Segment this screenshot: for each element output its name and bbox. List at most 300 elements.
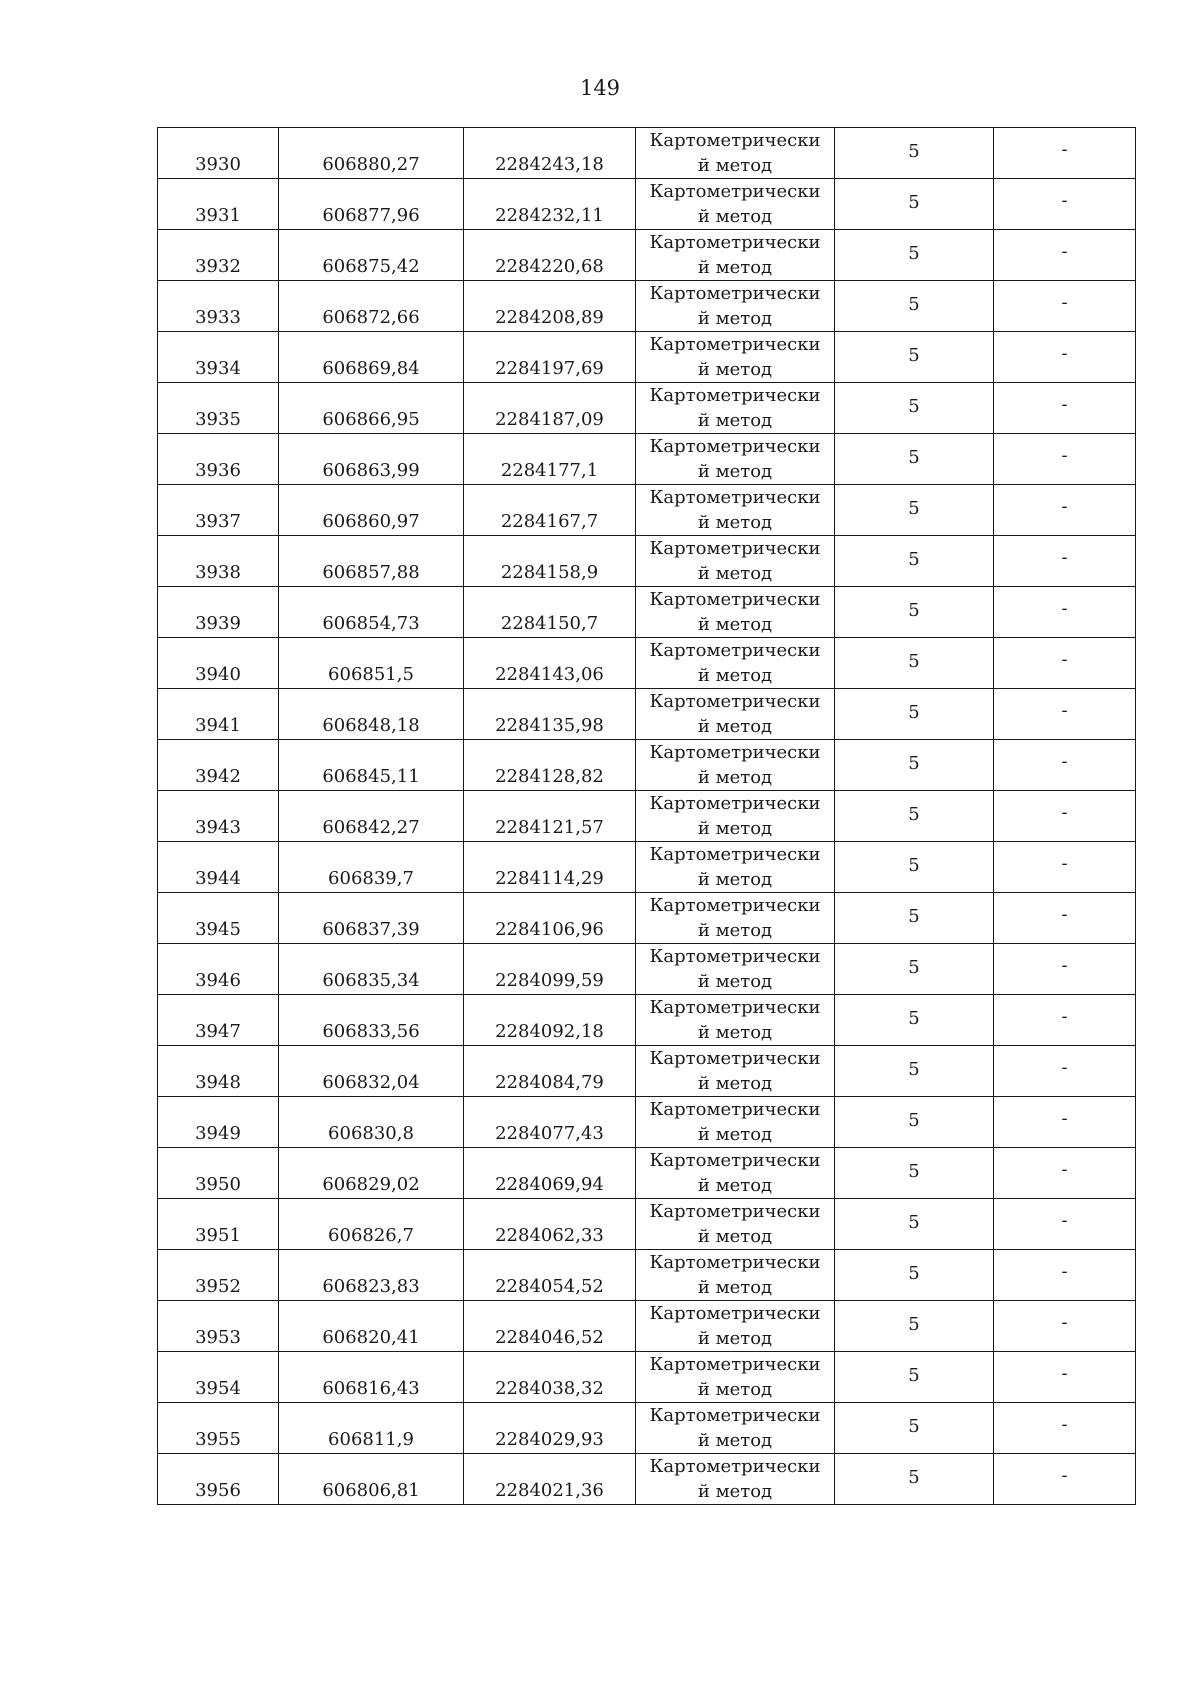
note-cell [994,179,1136,230]
method-line2: й метод [697,1175,773,1196]
point-number-cell [158,332,279,383]
note-cell [994,128,1136,179]
y-coordinate-cell-text: 2284187,09 [495,409,604,430]
y-coordinate-cell-text: 2284208,89 [495,307,604,328]
error-cell-text: 5 [908,854,920,876]
y-coordinate-cell [464,893,636,944]
table-row [158,740,1136,791]
method-line2: й метод [697,512,773,533]
note-cell [994,1301,1136,1352]
y-coordinate-cell [464,944,636,995]
error-cell [835,638,994,689]
error-cell [835,689,994,740]
table-row [158,485,1136,536]
note-cell-text: - [1061,291,1068,313]
coordinates-table [157,127,1136,1505]
table-row [158,587,1136,638]
y-coordinate-cell-text: 2284177,1 [500,460,599,481]
method-cell [636,1403,835,1454]
table-row [158,434,1136,485]
y-coordinate-cell-text: 2284232,11 [495,205,604,226]
point-number-cell-text: 3956 [195,1480,241,1501]
y-coordinate-cell [464,791,636,842]
y-coordinate-cell [464,128,636,179]
note-cell [994,1199,1136,1250]
x-coordinate-cell-text: 606837,39 [322,919,420,940]
method-line1: Картометрически [649,1456,821,1477]
y-coordinate-cell [464,179,636,230]
point-number-cell-text: 3952 [195,1276,241,1297]
note-cell [994,842,1136,893]
x-coordinate-cell-text: 606857,88 [322,562,420,583]
table-row [158,1301,1136,1352]
note-cell-text: - [1061,1107,1068,1129]
table-body [158,128,1136,1505]
x-coordinate-cell [279,1403,464,1454]
table-row [158,179,1136,230]
x-coordinate-cell-text: 606880,27 [322,154,420,175]
method-line1: Картометрически [649,1201,821,1222]
error-cell-text: 5 [908,599,920,621]
point-number-cell-text: 3949 [195,1123,241,1144]
x-coordinate-cell [279,689,464,740]
y-coordinate-cell [464,332,636,383]
note-cell-text: - [1061,495,1068,517]
y-coordinate-cell [464,1199,636,1250]
point-number-cell-text: 3948 [195,1072,241,1093]
method-line2: й метод [697,614,773,635]
method-line1: Картометрически [649,589,821,610]
note-cell [994,1454,1136,1505]
note-cell-text: - [1061,648,1068,670]
page-number: 149 [579,76,621,100]
x-coordinate-cell [279,1352,464,1403]
y-coordinate-cell [464,281,636,332]
method-line2: й метод [697,869,773,890]
point-number-cell [158,1148,279,1199]
point-number-cell [158,1097,279,1148]
y-coordinate-cell [464,383,636,434]
note-cell [994,281,1136,332]
method-line1: Картометрически [649,436,821,457]
method-line2: й метод [697,1226,773,1247]
x-coordinate-cell [279,1250,464,1301]
error-cell [835,995,994,1046]
table-row [158,1148,1136,1199]
y-coordinate-cell [464,689,636,740]
x-coordinate-cell-text: 606835,34 [322,970,420,991]
error-cell-text: 5 [908,803,920,825]
point-number-cell-text: 3939 [195,613,241,634]
x-coordinate-cell [279,1097,464,1148]
method-line1: Картометрически [649,1252,821,1273]
method-cell [636,689,835,740]
y-coordinate-cell [464,1301,636,1352]
x-coordinate-cell-text: 606811,9 [328,1429,414,1450]
error-cell-text: 5 [908,293,920,315]
method-line1: Картометрически [649,844,821,865]
y-coordinate-cell-text: 2284029,93 [495,1429,604,1450]
y-coordinate-cell-text: 2284084,79 [495,1072,604,1093]
error-cell [835,893,994,944]
table-row [158,1046,1136,1097]
error-cell-text: 5 [908,497,920,519]
x-coordinate-cell-text: 606845,11 [322,766,420,787]
point-number-cell [158,1046,279,1097]
method-line1: Картометрически [649,1150,821,1171]
method-line1: Картометрически [649,1303,821,1324]
point-number-cell [158,1352,279,1403]
y-coordinate-cell-text: 2284054,52 [495,1276,604,1297]
method-cell [636,230,835,281]
note-cell-text: - [1061,1413,1068,1435]
point-number-cell [158,1250,279,1301]
method-cell [636,740,835,791]
y-coordinate-cell-text: 2284114,29 [495,868,604,889]
note-cell-text: - [1061,240,1068,262]
method-line1: Картометрически [649,1405,821,1426]
error-cell-text: 5 [908,242,920,264]
method-cell [636,1148,835,1199]
note-cell-text: - [1061,1005,1068,1027]
method-line2: й метод [697,818,773,839]
method-line1: Картометрически [649,640,821,661]
method-line1: Картометрически [649,232,821,253]
point-number-cell-text: 3938 [195,562,241,583]
note-cell-text: - [1061,903,1068,925]
error-cell [835,230,994,281]
method-cell [636,893,835,944]
x-coordinate-cell-text: 606842,27 [322,817,420,838]
table-row [158,230,1136,281]
point-number-cell-text: 3941 [195,715,241,736]
error-cell [835,536,994,587]
error-cell [835,1352,994,1403]
y-coordinate-cell-text: 2284069,94 [495,1174,604,1195]
x-coordinate-cell-text: 606839,7 [328,868,414,889]
error-cell-text: 5 [908,905,920,927]
note-cell [994,1352,1136,1403]
x-coordinate-cell-text: 606826,7 [328,1225,414,1246]
table-row [158,281,1136,332]
error-cell-text: 5 [908,191,920,213]
error-cell [835,1097,994,1148]
point-number-cell [158,128,279,179]
method-cell [636,1097,835,1148]
table-row [158,128,1136,179]
note-cell-text: - [1061,954,1068,976]
x-coordinate-cell-text: 606820,41 [322,1327,420,1348]
method-line2: й метод [697,1022,773,1043]
y-coordinate-cell-text: 2284062,33 [495,1225,604,1246]
y-coordinate-cell [464,1097,636,1148]
error-cell-text: 5 [908,1211,920,1233]
y-coordinate-cell-text: 2284099,59 [495,970,604,991]
error-cell-text: 5 [908,395,920,417]
error-cell [835,434,994,485]
x-coordinate-cell [279,1301,464,1352]
error-cell [835,1250,994,1301]
note-cell [994,1403,1136,1454]
table-row [158,383,1136,434]
method-line2: й метод [697,461,773,482]
point-number-cell-text: 3940 [195,664,241,685]
error-cell-text: 5 [908,701,920,723]
point-number-cell-text: 3943 [195,817,241,838]
point-number-cell-text: 3932 [195,256,241,277]
point-number-cell-text: 3942 [195,766,241,787]
x-coordinate-cell [279,995,464,1046]
method-cell [636,638,835,689]
point-number-cell [158,1403,279,1454]
method-cell [636,332,835,383]
method-line2: й метод [697,1379,773,1400]
note-cell [994,536,1136,587]
point-number-cell [158,995,279,1046]
error-cell [835,1046,994,1097]
x-coordinate-cell [279,332,464,383]
x-coordinate-cell-text: 606869,84 [322,358,420,379]
method-line1: Картометрически [649,997,821,1018]
method-line2: й метод [697,767,773,788]
y-coordinate-cell [464,1454,636,1505]
y-coordinate-cell [464,230,636,281]
y-coordinate-cell-text: 2284128,82 [495,766,604,787]
note-cell-text: - [1061,1056,1068,1078]
method-line1: Картометрически [649,895,821,916]
error-cell-text: 5 [908,752,920,774]
error-cell-text: 5 [908,140,920,162]
table-row [158,1097,1136,1148]
y-coordinate-cell [464,842,636,893]
y-coordinate-cell [464,1403,636,1454]
note-cell-text: - [1061,699,1068,721]
error-cell [835,128,994,179]
note-cell-text: - [1061,1464,1068,1486]
note-cell-text: - [1061,189,1068,211]
note-cell [994,791,1136,842]
error-cell [835,179,994,230]
x-coordinate-cell-text: 606860,97 [322,511,420,532]
method-line1: Картометрически [649,385,821,406]
point-number-cell-text: 3945 [195,919,241,940]
table-row [158,536,1136,587]
x-coordinate-cell [279,638,464,689]
y-coordinate-cell-text: 2284167,7 [500,511,599,532]
x-coordinate-cell-text: 606872,66 [322,307,420,328]
error-cell-text: 5 [908,1313,920,1335]
method-cell [636,1046,835,1097]
y-coordinate-cell [464,1250,636,1301]
point-number-cell [158,638,279,689]
y-coordinate-cell [464,1148,636,1199]
note-cell-text: - [1061,1209,1068,1231]
note-cell [994,893,1136,944]
point-number-cell [158,434,279,485]
y-coordinate-cell-text: 2284197,69 [495,358,604,379]
y-coordinate-cell [464,1046,636,1097]
y-coordinate-cell-text: 2284092,18 [495,1021,604,1042]
point-number-cell [158,893,279,944]
x-coordinate-cell [279,791,464,842]
y-coordinate-cell [464,740,636,791]
note-cell-text: - [1061,597,1068,619]
y-coordinate-cell-text: 2284158,9 [500,562,599,583]
x-coordinate-cell [279,1046,464,1097]
table-row [158,638,1136,689]
x-coordinate-cell [279,281,464,332]
method-line2: й метод [697,1073,773,1094]
method-line2: й метод [697,206,773,227]
x-coordinate-cell [279,434,464,485]
method-line1: Картометрически [649,793,821,814]
note-cell [994,230,1136,281]
method-line2: й метод [697,308,773,329]
point-number-cell [158,740,279,791]
x-coordinate-cell [279,1454,464,1505]
y-coordinate-cell [464,485,636,536]
point-number-cell [158,587,279,638]
error-cell [835,740,994,791]
note-cell-text: - [1061,1311,1068,1333]
x-coordinate-cell-text: 606816,43 [322,1378,420,1399]
x-coordinate-cell-text: 606829,02 [322,1174,420,1195]
y-coordinate-cell [464,638,636,689]
method-line2: й метод [697,155,773,176]
error-cell [835,485,994,536]
point-number-cell [158,1454,279,1505]
y-coordinate-cell [464,995,636,1046]
method-line2: й метод [697,971,773,992]
method-line1: Картометрически [649,283,821,304]
y-coordinate-cell [464,587,636,638]
table-row [158,842,1136,893]
error-cell-text: 5 [908,956,920,978]
point-number-cell [158,536,279,587]
method-cell [636,179,835,230]
error-cell [835,1199,994,1250]
method-cell [636,1454,835,1505]
table-row [158,332,1136,383]
point-number-cell-text: 3950 [195,1174,241,1195]
x-coordinate-cell [279,740,464,791]
x-coordinate-cell-text: 606877,96 [322,205,420,226]
error-cell-text: 5 [908,1109,920,1131]
point-number-cell [158,944,279,995]
method-line2: й метод [697,665,773,686]
y-coordinate-cell-text: 2284106,96 [495,919,604,940]
table-row [158,689,1136,740]
y-coordinate-cell-text: 2284038,32 [495,1378,604,1399]
error-cell [835,791,994,842]
point-number-cell-text: 3931 [195,205,241,226]
method-line1: Картометрически [649,1048,821,1069]
point-number-cell [158,842,279,893]
note-cell [994,383,1136,434]
note-cell-text: - [1061,342,1068,364]
y-coordinate-cell [464,434,636,485]
method-line1: Картометрически [649,742,821,763]
point-number-cell-text: 3944 [195,868,241,889]
method-cell [636,128,835,179]
note-cell-text: - [1061,852,1068,874]
error-cell [835,587,994,638]
y-coordinate-cell-text: 2284046,52 [495,1327,604,1348]
x-coordinate-cell [279,230,464,281]
point-number-cell [158,1301,279,1352]
table-row [158,1454,1136,1505]
table-row [158,1250,1136,1301]
x-coordinate-cell-text: 606832,04 [322,1072,420,1093]
method-line2: й метод [697,716,773,737]
error-cell [835,332,994,383]
point-number-cell [158,485,279,536]
note-cell-text: - [1061,1260,1068,1282]
y-coordinate-cell-text: 2284077,43 [495,1123,604,1144]
error-cell [835,1454,994,1505]
y-coordinate-cell-text: 2284220,68 [495,256,604,277]
point-number-cell-text: 3935 [195,409,241,430]
error-cell [835,281,994,332]
error-cell-text: 5 [908,344,920,366]
error-cell-text: 5 [908,446,920,468]
x-coordinate-cell [279,179,464,230]
method-line1: Картометрически [649,130,821,151]
method-line2: й метод [697,1430,773,1451]
error-cell-text: 5 [908,1364,920,1386]
y-coordinate-cell-text: 2284021,36 [495,1480,604,1501]
x-coordinate-cell-text: 606875,42 [322,256,420,277]
y-coordinate-cell-text: 2284243,18 [495,154,604,175]
method-line1: Картометрически [649,334,821,355]
note-cell [994,587,1136,638]
method-line2: й метод [697,359,773,380]
y-coordinate-cell [464,536,636,587]
method-line2: й метод [697,410,773,431]
y-coordinate-cell [464,1352,636,1403]
note-cell [994,995,1136,1046]
error-cell-text: 5 [908,1007,920,1029]
y-coordinate-cell-text: 2284121,57 [495,817,604,838]
error-cell-text: 5 [908,650,920,672]
x-coordinate-cell [279,383,464,434]
method-line2: й метод [697,920,773,941]
table-row [158,1199,1136,1250]
note-cell [994,1046,1136,1097]
method-cell [636,1250,835,1301]
point-number-cell [158,179,279,230]
method-line1: Картометрически [649,1354,821,1375]
error-cell [835,1148,994,1199]
point-number-cell [158,281,279,332]
point-number-cell-text: 3951 [195,1225,241,1246]
x-coordinate-cell-text: 606866,95 [322,409,420,430]
point-number-cell-text: 3930 [195,154,241,175]
note-cell [994,485,1136,536]
y-coordinate-cell-text: 2284150,7 [500,613,599,634]
method-line1: Картометрически [649,691,821,712]
point-number-cell-text: 3947 [195,1021,241,1042]
note-cell-text: - [1061,138,1068,160]
note-cell [994,689,1136,740]
method-cell [636,944,835,995]
note-cell-text: - [1061,801,1068,823]
error-cell [835,383,994,434]
note-cell [994,638,1136,689]
x-coordinate-cell-text: 606823,83 [322,1276,420,1297]
x-coordinate-cell [279,536,464,587]
x-coordinate-cell [279,128,464,179]
